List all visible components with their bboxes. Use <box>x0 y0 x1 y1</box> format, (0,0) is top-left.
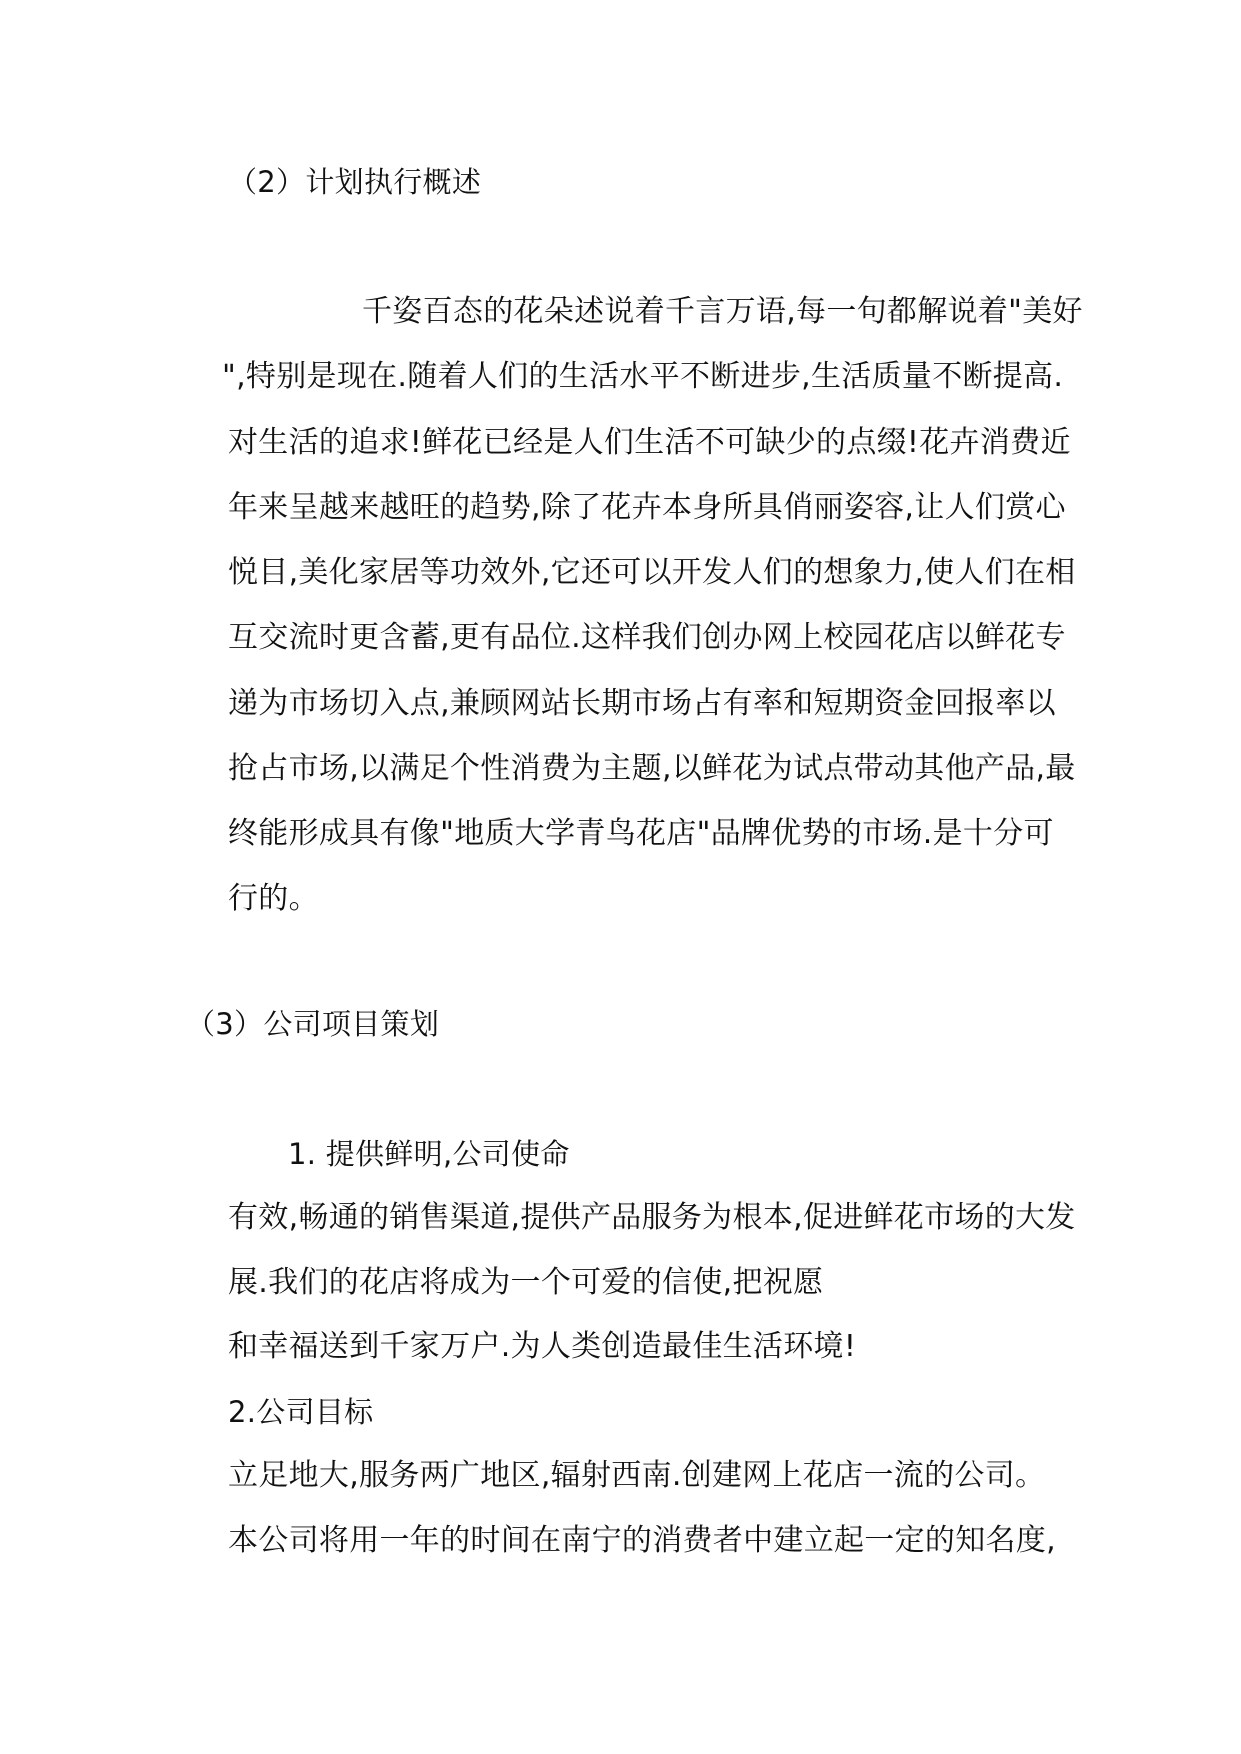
item-2-line: 本公司将用一年的时间在南宁的消费者中建立起一定的知名度, <box>228 1523 1056 1558</box>
section-3-heading: （3）公司项目策划 <box>186 1007 440 1041</box>
paragraph-line: 悦目,美化家居等功效外,它还可以开发人们的想象力,使人们在相 <box>228 555 1076 590</box>
item-2-heading: 2.公司目标 <box>228 1395 374 1429</box>
paragraph-line: 千姿百态的花朵述说着千言万语,每一句都解说着"美好 <box>362 294 1083 329</box>
item-1-line: 有效,畅通的销售渠道,提供产品服务为根本,促进鲜花市场的大发 <box>228 1200 1076 1235</box>
paragraph-line: 对生活的追求!鲜花已经是人们生活不可缺少的点缀!花卉消费近 <box>228 425 1071 460</box>
paragraph-line: ",特别是现在.随着人们的生活水平不断进步,生活质量不断提高. <box>222 359 1064 394</box>
section-2-heading: （2）计划执行概述 <box>228 165 482 199</box>
paragraph-line: 递为市场切入点,兼顾网站长期市场占有率和短期资金回报率以 <box>228 686 1056 721</box>
item-1-heading: 1. 提供鲜明,公司使命 <box>288 1137 570 1171</box>
paragraph-line: 互交流时更含蓄,更有品位.这样我们创办网上校园花店以鲜花专 <box>228 620 1066 655</box>
paragraph-line: 行的。 <box>228 881 319 916</box>
paragraph-line: 抢占市场,以满足个性消费为主题,以鲜花为试点带动其他产品,最 <box>228 751 1076 786</box>
paragraph-line: 终能形成具有像"地质大学青鸟花店"品牌优势的市场.是十分可 <box>228 816 1054 851</box>
item-1-line: 和幸福送到千家万户.为人类创造最佳生活环境! <box>228 1329 857 1364</box>
item-2-line: 立足地大,服务两广地区,辐射西南.创建网上花店一流的公司。 <box>228 1458 1046 1493</box>
paragraph-line: 年来呈越来越旺的趋势,除了花卉本身所具俏丽姿容,让人们赏心 <box>228 490 1066 525</box>
item-1-line: 展.我们的花店将成为一个可爱的信使,把祝愿 <box>228 1265 824 1300</box>
